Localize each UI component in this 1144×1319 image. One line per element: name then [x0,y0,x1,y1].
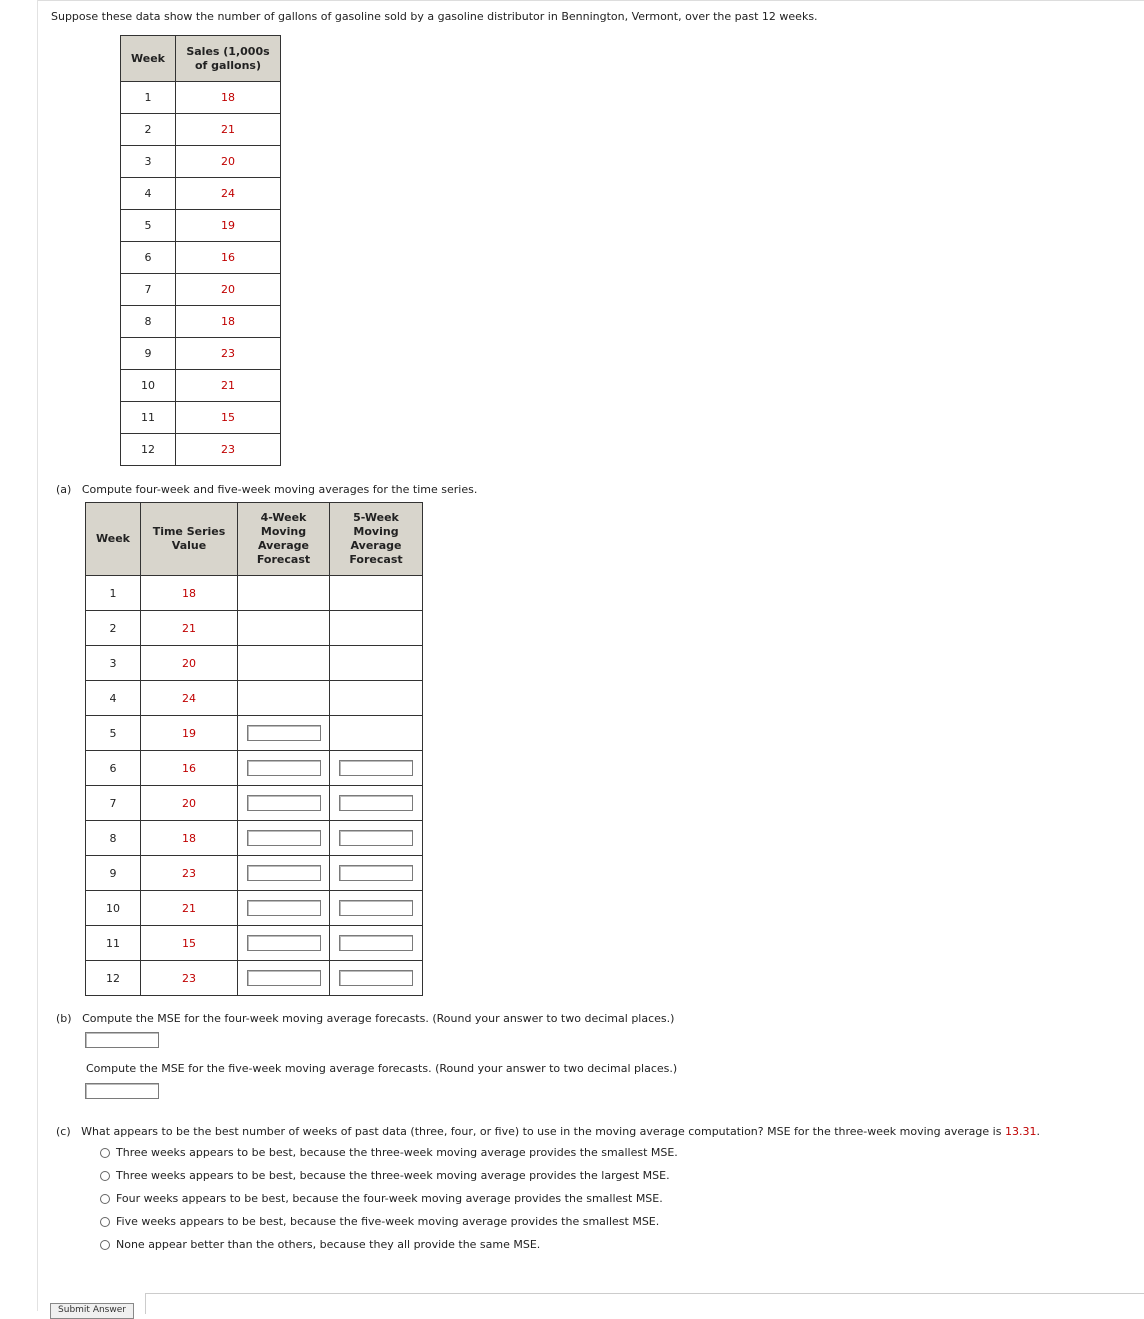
sales-cell: 20 [176,274,281,306]
sales-cell: 18 [176,306,281,338]
ma-table-row [86,856,423,891]
time-series-value-cell: 21 [141,611,238,646]
moving-average-table [85,502,423,996]
intro-text: Suppose these data show the number of gallons of gasoline sold by a gasoline distributor in Bennington, Vermont, over the past 12 weeks. [51,10,818,23]
week-cell: 11 [121,402,176,434]
ma-table-header-week: Week [86,503,141,576]
ma-table-header-time-series: Time Series Value [141,503,238,576]
four-week-forecast-cell [238,716,330,751]
four-week-forecast-cell [238,751,330,786]
time-series-value-cell: 15 [141,926,238,961]
sales-cell: 20 [176,146,281,178]
five-week-forecast-cell [330,576,423,611]
option-2[interactable]: Three weeks appears to be best, because the three-week moving average provides the largest MSE. [100,1169,670,1182]
four-week-forecast-input[interactable] [247,725,321,741]
ma-table-row [86,891,423,926]
time-series-value-cell: 20 [141,646,238,681]
part-c-question: (c) What appears to be the best number of weeks of past data (three, four, or five) to use in the moving average computation? MSE for the three-week moving average is 13.31. [56,1125,1040,1138]
four-week-forecast-cell [238,646,330,681]
five-week-forecast-input[interactable] [339,795,413,811]
week-cell: 3 [86,646,141,681]
sales-table [120,35,281,466]
sales-cell: 23 [176,338,281,370]
option-1[interactable]: Three weeks appears to be best, because the three-week moving average provides the smallest MSE. [100,1146,678,1159]
sales-table-row [121,82,281,114]
five-week-forecast-cell [330,891,423,926]
week-cell: 1 [86,576,141,611]
week-cell: 4 [86,681,141,716]
sales-table-header-week: Week [121,36,176,82]
ma-table-row [86,681,423,716]
five-week-forecast-cell [330,681,423,716]
week-cell: 12 [86,961,141,996]
sales-cell: 15 [176,402,281,434]
five-week-forecast-cell [330,926,423,961]
ma-table-row [86,821,423,856]
sales-table-row [121,402,281,434]
four-week-forecast-input[interactable] [247,935,321,951]
week-cell: 5 [86,716,141,751]
sales-cell: 23 [176,434,281,466]
sales-table-row [121,434,281,466]
four-week-forecast-cell [238,821,330,856]
radio-button-icon[interactable] [100,1171,110,1181]
four-week-forecast-cell [238,926,330,961]
week-cell: 1 [121,82,176,114]
five-week-forecast-cell [330,821,423,856]
sales-table-row [121,370,281,402]
five-week-forecast-input[interactable] [339,935,413,951]
four-week-forecast-input[interactable] [247,900,321,916]
ma-table-row [86,716,423,751]
top-border [37,0,1144,3]
ma-table-header-four-week: 4-Week Moving Average Forecast [238,503,330,576]
four-week-forecast-cell [238,961,330,996]
ma-table-row [86,961,423,996]
sales-table-row [121,338,281,370]
left-rule [37,0,38,1311]
sales-cell: 19 [176,210,281,242]
week-cell: 8 [86,821,141,856]
five-week-forecast-cell [330,646,423,681]
week-cell: 11 [86,926,141,961]
ma-table-row [86,611,423,646]
week-cell: 12 [121,434,176,466]
week-cell: 9 [86,856,141,891]
option-5[interactable]: None appear better than the others, because they all provide the same MSE. [100,1238,540,1251]
five-week-forecast-input[interactable] [339,900,413,916]
five-week-forecast-cell [330,961,423,996]
time-series-value-cell: 19 [141,716,238,751]
ma-table-row [86,926,423,961]
sales-table-row [121,210,281,242]
ma-table-row [86,786,423,821]
week-cell: 7 [121,274,176,306]
radio-button-icon[interactable] [100,1240,110,1250]
sales-cell: 16 [176,242,281,274]
option-4[interactable]: Five weeks appears to be best, because the five-week moving average provides the smallest MSE. [100,1215,659,1228]
time-series-value-cell: 16 [141,751,238,786]
sales-table-row [121,114,281,146]
part-b-question-five: Compute the MSE for the five-week moving average forecasts. (Round your answer to two decimal places.) [86,1062,678,1075]
week-cell: 8 [121,306,176,338]
five-week-forecast-cell [330,611,423,646]
five-week-forecast-input[interactable] [339,970,413,986]
radio-button-icon[interactable] [100,1194,110,1204]
five-week-forecast-cell [330,856,423,891]
ma-table-row [86,751,423,786]
part-a-question: (a) Compute four-week and five-week moving averages for the time series. [56,483,478,496]
sales-table-row [121,242,281,274]
four-week-forecast-cell [238,856,330,891]
week-cell: 6 [121,242,176,274]
four-week-forecast-cell [238,786,330,821]
sales-table-row [121,274,281,306]
four-week-forecast-cell [238,576,330,611]
mse-five-week-input[interactable] [85,1083,159,1099]
ma-table-row [86,576,423,611]
week-cell: 10 [86,891,141,926]
sales-cell: 18 [176,82,281,114]
time-series-value-cell: 18 [141,821,238,856]
ma-table-row [86,646,423,681]
mse-four-week-input[interactable] [85,1032,159,1048]
week-cell: 9 [121,338,176,370]
time-series-value-cell: 18 [141,576,238,611]
week-cell: 4 [121,178,176,210]
five-week-forecast-cell [330,716,423,751]
sales-table-header-sales: Sales (1,000s of gallons) [176,36,281,82]
four-week-forecast-cell [238,681,330,716]
week-cell: 10 [121,370,176,402]
sales-cell: 21 [176,370,281,402]
five-week-forecast-cell [330,786,423,821]
time-series-value-cell: 20 [141,786,238,821]
four-week-forecast-input[interactable] [247,795,321,811]
five-week-forecast-cell [330,751,423,786]
option-3[interactable]: Four weeks appears to be best, because the four-week moving average provides the smallest MSE. [100,1192,663,1205]
part-b-question-four: (b) Compute the MSE for the four-week moving average forecasts. (Round your answer to two decimal places.) [56,1012,675,1025]
five-week-forecast-input[interactable] [339,830,413,846]
week-cell: 7 [86,786,141,821]
time-series-value-cell: 23 [141,961,238,996]
week-cell: 6 [86,751,141,786]
four-week-forecast-input[interactable] [247,970,321,986]
week-cell: 5 [121,210,176,242]
four-week-forecast-input[interactable] [247,865,321,881]
sales-cell: 24 [176,178,281,210]
radio-button-icon[interactable] [100,1148,110,1158]
sales-table-row [121,178,281,210]
week-cell: 2 [121,114,176,146]
five-week-forecast-input[interactable] [339,760,413,776]
three-week-mse-value: 13.31 [1004,1125,1037,1138]
four-week-forecast-input[interactable] [247,760,321,776]
four-week-forecast-cell [238,891,330,926]
sales-table-row [121,306,281,338]
time-series-value-cell: 24 [141,681,238,716]
week-cell: 3 [121,146,176,178]
ma-table-header-five-week: 5-Week Moving Average Forecast [330,503,423,576]
week-cell: 2 [86,611,141,646]
sales-table-row [121,146,281,178]
time-series-value-cell: 21 [141,891,238,926]
time-series-value-cell: 23 [141,856,238,891]
radio-button-icon[interactable] [100,1217,110,1227]
sales-cell: 21 [176,114,281,146]
four-week-forecast-input[interactable] [247,830,321,846]
submit-answer-button[interactable]: Submit Answer [50,1303,134,1319]
four-week-forecast-cell [238,611,330,646]
five-week-forecast-input[interactable] [339,865,413,881]
